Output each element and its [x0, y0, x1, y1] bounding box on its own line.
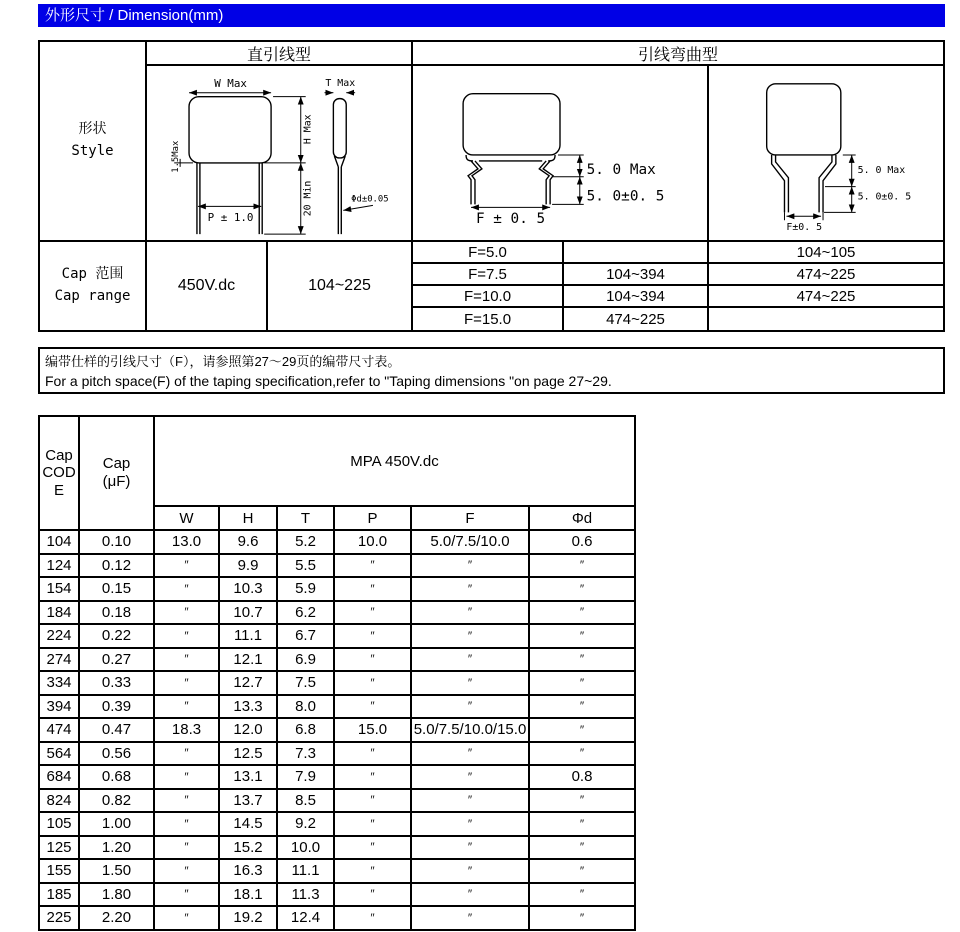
width-dim-label: W Max — [214, 76, 247, 90]
table-cell: 11.1 — [277, 859, 334, 883]
table-cell: 8.5 — [277, 789, 334, 813]
table-cell: 11.3 — [277, 883, 334, 907]
pitch-label: F=10.0 — [413, 286, 564, 308]
lead-length-dim-label: 20 Min — [302, 180, 314, 217]
table-cell: 124 — [39, 554, 79, 578]
table-cell: 1.00 — [79, 812, 154, 836]
standoff-dim-label: 1.5Max — [171, 140, 182, 173]
table-cell: ″ — [334, 859, 411, 883]
table-cell: ″ — [154, 765, 219, 789]
table-cell: 6.7 — [277, 624, 334, 648]
bent-type-header: 引线弯曲型 — [413, 42, 943, 66]
table-cell: 394 — [39, 695, 79, 719]
table-cell: ″ — [529, 883, 635, 907]
table-cell: 274 — [39, 648, 79, 672]
table-cell: ″ — [334, 906, 411, 930]
cap-range-label-cn: Cap 范围 — [61, 266, 124, 283]
col-header-p: P — [334, 506, 411, 530]
table-cell: 10.3 — [219, 577, 277, 601]
table-cell: 1.20 — [79, 836, 154, 860]
section-title-bar — [38, 4, 945, 27]
table-cell: 334 — [39, 671, 79, 695]
pitch-range-value: 474~225 — [709, 264, 943, 286]
pitch-f-label: F±0. 5 — [786, 222, 823, 234]
table-cell: ″ — [529, 624, 635, 648]
pitch-range-value: 104~105 — [709, 242, 943, 264]
table-cell: 474 — [39, 718, 79, 742]
cap-code-header — [39, 416, 79, 530]
table-cell: ″ — [334, 836, 411, 860]
table-cell: 0.39 — [79, 695, 154, 719]
table-cell: ″ — [529, 859, 635, 883]
capacitor-side-view — [333, 99, 346, 234]
table-cell: ″ — [529, 836, 635, 860]
note-line-cn: 编带仕样的引线尺寸（F），请参照第27～29页的编带尺寸表。 — [45, 354, 401, 369]
table-cell: 12.1 — [219, 648, 277, 672]
table-cell: 2.20 — [79, 906, 154, 930]
table-cell: ″ — [529, 906, 635, 930]
table-cell: 6.9 — [277, 648, 334, 672]
table-cell: 104 — [39, 530, 79, 554]
table-row — [39, 648, 635, 672]
front-view-dimensions — [171, 77, 313, 234]
col-header-f: F — [411, 506, 529, 530]
col-header-w: W — [154, 506, 219, 530]
table-cell: 225 — [39, 906, 79, 930]
pitch-range-value: 104~394 — [564, 286, 709, 308]
table-cell: ″ — [154, 624, 219, 648]
table-cell: 11.1 — [219, 624, 277, 648]
table-cell: ″ — [334, 789, 411, 813]
table-cell: ″ — [529, 601, 635, 625]
table-cell: ″ — [529, 648, 635, 672]
table-cell: 0.33 — [79, 671, 154, 695]
table-cell: ″ — [334, 695, 411, 719]
pitch-range-value: 474~225 — [564, 308, 709, 330]
table-cell: 0.27 — [79, 648, 154, 672]
table-cell: 16.3 — [219, 859, 277, 883]
cap-range-label-cell — [40, 242, 147, 330]
table-cell: 9.2 — [277, 812, 334, 836]
table-cell: 9.9 — [219, 554, 277, 578]
style-label-cn: 形状 — [78, 121, 107, 138]
table-row — [39, 601, 635, 625]
table-cell: ″ — [154, 859, 219, 883]
table-cell: ″ — [334, 577, 411, 601]
table-cell: 5.5 — [277, 554, 334, 578]
table-cell: 12.4 — [277, 906, 334, 930]
table-cell: ″ — [411, 859, 529, 883]
table-cell: ″ — [411, 765, 529, 789]
pitch-label: F=7.5 — [413, 264, 564, 286]
bend-max-label: 5. 0 Max — [586, 161, 656, 178]
table-cell: ″ — [411, 601, 529, 625]
table-cell: 12.0 — [219, 718, 277, 742]
table-cell: 15.0 — [334, 718, 411, 742]
table-cell: ″ — [334, 648, 411, 672]
bend-max-label: 5. 0 Max — [857, 164, 906, 176]
table-cell: ″ — [154, 812, 219, 836]
pitch-range-value — [564, 242, 709, 264]
table-row — [39, 718, 635, 742]
table-cell: 5.0/7.5/10.0 — [411, 530, 529, 554]
table-cell: ″ — [154, 695, 219, 719]
table-cell: 13.7 — [219, 789, 277, 813]
table-cell: ″ — [411, 577, 529, 601]
pitch-range-value — [709, 308, 943, 330]
cap-code-header-text: Cap CODE — [42, 447, 76, 499]
table-cell: ″ — [334, 765, 411, 789]
table-cell: ″ — [334, 671, 411, 695]
table-cell: ″ — [529, 554, 635, 578]
table-cell: 5.0/7.5/10.0/15.0 — [411, 718, 529, 742]
table-cell: 154 — [39, 577, 79, 601]
note-line-en: For a pitch space(F) of the taping specification,refer to "Taping dimensions "on page 27~29. — [45, 373, 612, 389]
table-cell: 125 — [39, 836, 79, 860]
table-cell: ″ — [411, 906, 529, 930]
table-cell: 0.56 — [79, 742, 154, 766]
table-row — [39, 624, 635, 648]
table-cell: ″ — [411, 789, 529, 813]
style-label-en: Style — [71, 143, 114, 159]
table-row — [39, 812, 635, 836]
table-cell: 184 — [39, 601, 79, 625]
table-cell: ″ — [334, 742, 411, 766]
table-cell: 6.2 — [277, 601, 334, 625]
table-cell: 14.5 — [219, 812, 277, 836]
table-cell: ″ — [154, 742, 219, 766]
table-cell: ″ — [411, 554, 529, 578]
table-cell: ″ — [529, 695, 635, 719]
table-cell: ″ — [411, 812, 529, 836]
pitch-range-value: 474~225 — [709, 286, 943, 308]
table-cell: 224 — [39, 624, 79, 648]
table-cell: 19.2 — [219, 906, 277, 930]
style-spec-table — [38, 40, 945, 332]
table-cell: 0.12 — [79, 554, 154, 578]
table-cell: 185 — [39, 883, 79, 907]
table-cell: 0.10 — [79, 530, 154, 554]
table-cell: 0.47 — [79, 718, 154, 742]
table-cell: ″ — [154, 554, 219, 578]
table-cell: 13.0 — [154, 530, 219, 554]
table-row — [39, 742, 635, 766]
pitch-f-label: F ± 0. 5 — [476, 211, 546, 228]
bent-lead-crimped-diagram-cell — [413, 66, 709, 242]
table-cell: ″ — [154, 789, 219, 813]
table-cell: ″ — [529, 718, 635, 742]
table-cell: 5.9 — [277, 577, 334, 601]
table-cell: ″ — [334, 554, 411, 578]
table-row — [39, 906, 635, 930]
table-row — [39, 554, 635, 578]
table-cell: ″ — [411, 883, 529, 907]
table-row — [39, 577, 635, 601]
table-row — [39, 883, 635, 907]
table-cell: ″ — [334, 883, 411, 907]
table-cell: 0.18 — [79, 601, 154, 625]
table-cell: ″ — [154, 601, 219, 625]
table-cell: 18.3 — [154, 718, 219, 742]
table-cell: ″ — [154, 671, 219, 695]
thickness-dim-label: T Max — [325, 77, 356, 89]
side-view-dimensions — [324, 78, 388, 211]
table-row — [39, 789, 635, 813]
col-header-h: H — [219, 506, 277, 530]
full-range-cell: 104~225 — [268, 242, 413, 330]
table-cell: 0.6 — [529, 530, 635, 554]
cap-uf-header-text: Cap (μF) — [102, 455, 131, 490]
table-cell: 10.0 — [334, 530, 411, 554]
series-header: MPA 450V.dc — [154, 416, 635, 506]
table-row — [39, 836, 635, 860]
table-cell: ″ — [411, 671, 529, 695]
table-cell: ″ — [334, 624, 411, 648]
bend-tol-label: 5. 0±0. 5 — [857, 191, 912, 203]
dimension-table — [38, 415, 636, 931]
table-cell: ″ — [411, 836, 529, 860]
table-cell: 6.8 — [277, 718, 334, 742]
table-cell: 0.22 — [79, 624, 154, 648]
table-cell: ″ — [154, 836, 219, 860]
table-cell: 0.8 — [529, 765, 635, 789]
table-cell: ″ — [411, 624, 529, 648]
table-cell: ″ — [529, 577, 635, 601]
table-cell: ″ — [411, 695, 529, 719]
cap-range-label-en: Cap range — [54, 288, 131, 304]
table-cell: 105 — [39, 812, 79, 836]
table-cell: ″ — [529, 671, 635, 695]
table-cell: 12.5 — [219, 742, 277, 766]
crimped-dimensions — [471, 155, 664, 227]
bent-lead-crimped-diagram — [412, 66, 708, 240]
capacitor-body — [767, 84, 841, 213]
table-cell: 0.68 — [79, 765, 154, 789]
table-cell: 15.2 — [219, 836, 277, 860]
pitch-label: F=15.0 — [413, 308, 564, 330]
table-cell: ″ — [154, 883, 219, 907]
lead-dia-dim-label: Φd±0.05 — [351, 194, 389, 205]
table-cell: 684 — [39, 765, 79, 789]
bend-tol-label: 5. 0±0. 5 — [586, 188, 665, 205]
table-cell: 9.6 — [219, 530, 277, 554]
bent-lead-formed-diagram-cell — [709, 66, 943, 242]
table-cell: 7.9 — [277, 765, 334, 789]
style-label-cell — [40, 42, 147, 242]
cap-uf-header — [79, 416, 154, 530]
table-cell: 8.0 — [277, 695, 334, 719]
table-cell: 1.80 — [79, 883, 154, 907]
table-row — [39, 859, 635, 883]
bent-lead-formed-diagram — [709, 66, 943, 240]
table-cell: 0.15 — [79, 577, 154, 601]
table-cell: 824 — [39, 789, 79, 813]
pitch-dim-label: P ± 1.0 — [207, 211, 254, 225]
table-cell: ″ — [154, 648, 219, 672]
height-dim-label: H Max — [302, 114, 314, 145]
col-header-phid: Φd — [529, 506, 635, 530]
table-row — [39, 765, 635, 789]
table-cell: ″ — [411, 648, 529, 672]
straight-lead-diagram-cell — [147, 66, 413, 242]
pitch-range-value: 104~394 — [564, 264, 709, 286]
table-cell: 13.1 — [219, 765, 277, 789]
table-cell: ″ — [411, 742, 529, 766]
table-cell: 13.3 — [219, 695, 277, 719]
table-cell: 10.7 — [219, 601, 277, 625]
table-cell: ″ — [529, 789, 635, 813]
table-cell: 12.7 — [219, 671, 277, 695]
table-cell: ″ — [334, 812, 411, 836]
table-cell: 5.2 — [277, 530, 334, 554]
straight-type-header: 直引线型 — [147, 42, 413, 66]
table-cell: 7.3 — [277, 742, 334, 766]
voltage-cell: 450V.dc — [147, 242, 268, 330]
f-rows-grid — [413, 242, 943, 330]
capacitor-body — [463, 94, 560, 205]
table-cell: 18.1 — [219, 883, 277, 907]
dim-table-body — [39, 530, 635, 930]
table-cell: 7.5 — [277, 671, 334, 695]
taping-note-box — [38, 347, 945, 394]
table-cell: 1.50 — [79, 859, 154, 883]
table-row — [39, 530, 635, 554]
table-cell: 10.0 — [277, 836, 334, 860]
section-title: 外形尺寸 / Dimension(mm) — [45, 7, 224, 24]
straight-lead-diagram — [146, 66, 412, 240]
formed-dimensions — [784, 155, 911, 233]
table-cell: ″ — [334, 601, 411, 625]
col-header-t: T — [277, 506, 334, 530]
table-row — [39, 695, 635, 719]
table-cell: 0.82 — [79, 789, 154, 813]
table-cell: ″ — [529, 742, 635, 766]
table-cell: ″ — [154, 577, 219, 601]
table-cell: 155 — [39, 859, 79, 883]
pitch-label: F=5.0 — [413, 242, 564, 264]
table-cell: 564 — [39, 742, 79, 766]
table-row — [39, 671, 635, 695]
table-cell: ″ — [154, 906, 219, 930]
table-cell: ″ — [529, 812, 635, 836]
